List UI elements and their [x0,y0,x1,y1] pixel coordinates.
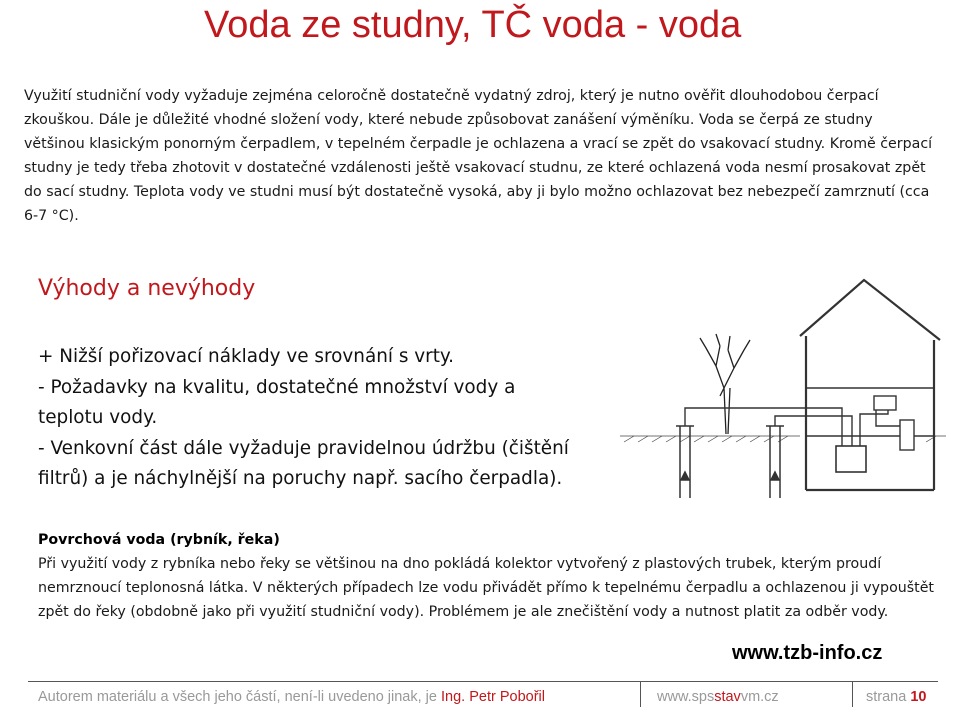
heat-pump-icon [836,396,914,472]
pros-cons-line: + Nižší pořizovací náklady ve srovnání s vrty. [38,346,455,367]
surface-water-heading: Povrchová voda (rybník, řeka) [38,532,280,548]
footer-divider [28,681,938,682]
footer-separator [852,681,853,707]
footer-website-link[interactable] [657,689,779,705]
footer-page-number [866,689,926,705]
source-credit: www.tzb-info.cz [732,642,883,664]
surface-water-section [38,528,938,624]
page-number: 10 [910,689,927,705]
piping [685,402,906,446]
pros-cons-line: filtrů) a je náchylnější na poruchy např. sacího čerpadla). [38,468,563,489]
page-title: Voda ze studny, TČ voda - voda [204,4,742,46]
pros-cons-line: - Požadavky na kvalitu, dostatečné množství vody a [38,376,516,398]
pros-cons-line: teplotu vody. [38,407,158,428]
footer-separator [640,681,641,707]
pros-cons-list [38,342,630,495]
footer-author: Ing. Petr Pobořil [441,689,545,705]
section-heading-pros-cons: Výhody a nevýhody [38,276,256,301]
footer-prefix: Autorem materiálu a všech jeho částí, není-li uvedeno jinak, je [38,689,441,705]
surface-water-text: Při využití vody z rybníka nebo řeky se většinou na dno pokládá kolektor vytvořený z plastových trubek, kterým proudí nemrznoucí teplonosná látka. V některých případech lze vodu přivádět přímo k tepelnému čerpadlu a ochlazenou ji vypouštět zpět do řeky (obdobně jako při využití studniční vody). Problémem je ale znečištění vody a nutnost platit za odběr vody. [38,556,934,620]
footer-web-pre: www.sps [657,689,715,705]
intro-paragraph: Využití studniční vody vyžaduje zejména celoročně dostatečně vydatný zdroj, který je nutno ověřit dlouhodobou čerpací zkouškou. Dále je důležité vhodné složení vody, které nebude způsobovat zanášení výměníku. Voda se čerpá ze studny většinou klasickým ponorným čerpadlem, v tepelném čerpadle je ochlazena a vrací se zpět do vsakovací studny. Kromě čerpací studny je tedy třeba zhotovit v dostatečné vzdálenosti ještě vsakovací studnu, ze které ochlazená voda nesmí prosakovat zpět do sací studny. Teplota vody ve studni musí být dostatečně vysoká, aby ji bylo možno ochlazovat bez nebezpečí zamrznutí (cca 6-7 °C). [24,88,933,224]
well-heat-pump-diagram [620,276,946,498]
footer-web-post: vm.cz [740,689,779,705]
footer-page-label: strana [866,689,911,705]
tree-icon [700,334,750,434]
pros-cons-line: - Venkovní část dále vyžaduje pravidelnou údržbu (čištění [38,437,569,459]
ground-hatching [620,436,946,442]
house-icon [800,280,940,490]
footer-web-highlight: stav [714,689,741,705]
footer-author-note [38,689,545,705]
